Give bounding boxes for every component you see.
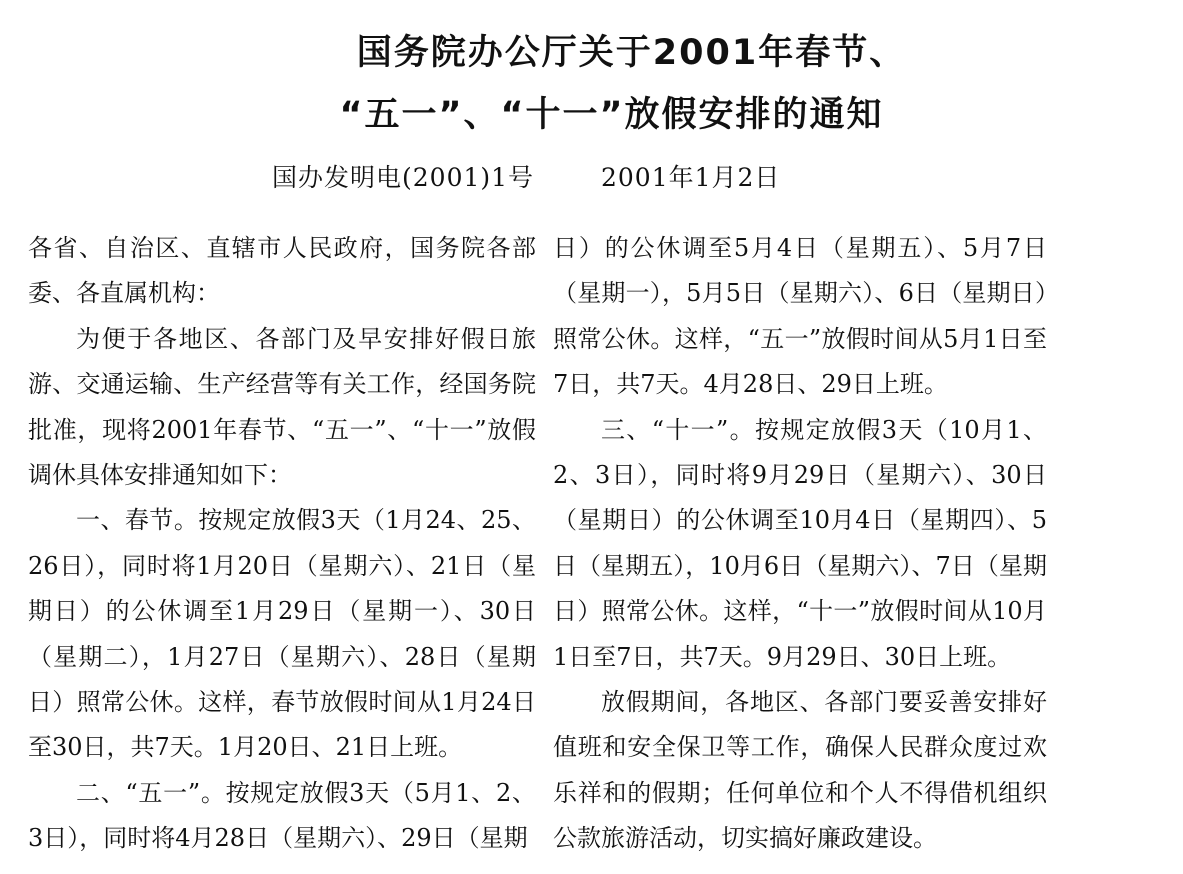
document-reference [272, 160, 780, 196]
title-line-2: “五一”、“十一”放假安排的通知 [339, 95, 884, 135]
intro-paragraph: 为便于各地区、各部门及早安排好假日旅游、交通运输、生产经营等有关工作，经国务院批准，现将2001年春节、“五一”、“十一”放假调休具体安排通知如下： [28, 324, 536, 490]
left-column [28, 226, 536, 862]
document-title [0, 22, 1183, 146]
right-column [553, 226, 1047, 862]
document-number: 国办发明电(2001)1号 [272, 163, 535, 192]
title-line-1: 国务院办公厅关于2001年春节、 [356, 33, 907, 73]
closing-paragraph: 放假期间，各地区、各部门要妥善安排好值班和安全保卫等工作，确保人民群众度过欢乐祥和的假期；任何单位和个人不得借机组织公款旅游活动，切实搞好廉政建设。 [553, 688, 1047, 853]
salutation: 各省、自治区、直辖市人民政府，国务院各部委、各直属机构： [28, 234, 536, 308]
national-day-paragraph: 三、“十一”。按规定放假3天（10月1、2、3日），同时将9月29日（星期六）、30日（星期日）的公休调至10月4日（星期四）、5日（星期五），10月6日（星期六）、7日（星期日）照常公休。这样，“十一”放假时间从10月1日至7日，共7天。9月29日、30日上班。 [553, 415, 1047, 671]
may-day-paragraph-start: 二、“五一”。按规定放假3天（5月1、2、3日），同时将4月28日（星期六）、29日（星期 [28, 778, 536, 853]
document-date: 2001年1月2日 [601, 163, 781, 192]
spring-festival-paragraph: 一、春节。按规定放假3天（1月24、25、26日），同时将1月20日（星期六）、21日（星期日）的公休调至1月29日（星期一）、30日（星期二），1月27日（星期六）、28日（星期日）照常公休。这样，春节放假时间从1月24日至30日，共7天。1月20日、21日上班。 [28, 506, 536, 762]
may-day-paragraph-continued: 日）的公休调至5月4日（星期五）、5月7日（星期一），5月5日（星期六）、6日（星期日）照常公休。这样，“五一”放假时间从5月1日至7日，共7天。4月28日、29日上班。 [553, 234, 1047, 399]
